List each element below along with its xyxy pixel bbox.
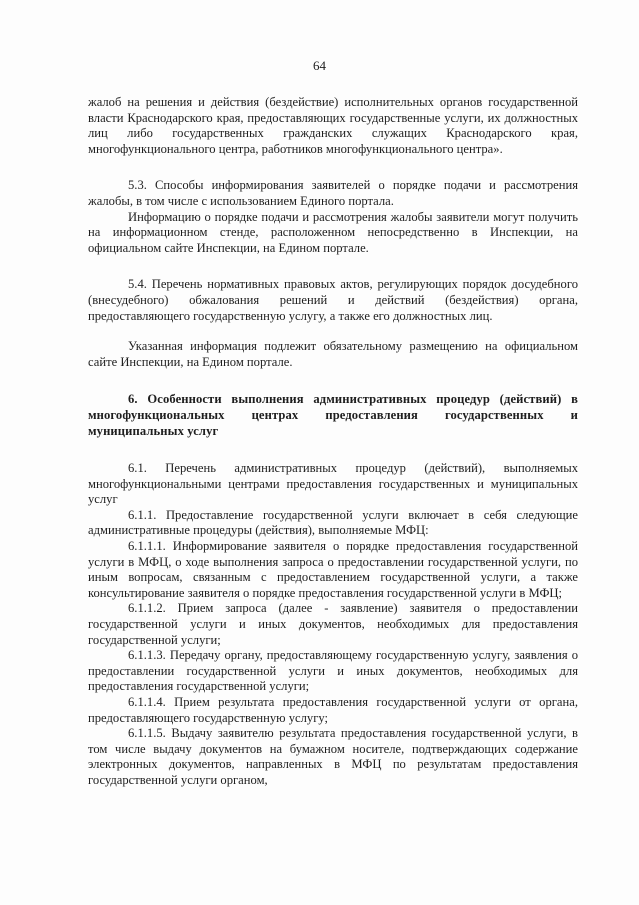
- paragraph-6-1-1-2: 6.1.1.2. Прием запроса (далее - заявление) заявителя о предоставлении государственной услуги и иных документов, необходимых для предоставления государственной услуги;: [88, 601, 578, 647]
- paragraph-6-1-1-3: 6.1.1.3. Передачу органу, предоставляющему государственную услугу, заявления о предоставлении государственной услуги и иных документов, необходимых для предоставления государственной услуги;: [88, 648, 578, 694]
- paragraph-6-1-1-1: 6.1.1.1. Информирование заявителя о порядке предоставления государственной услуги в МФЦ, о ходе выполнения запроса о предоставлении государственной услуги, по иным вопросам, связанным с предоставлением государственной услуги, а также консультирование заявителя о порядке предоставления государственной услуги в МФЦ;: [88, 539, 578, 600]
- paragraph-5-3: 5.3. Способы информирования заявителей о порядке подачи и рассмотрения жалобы, в том числе с использованием Единого портала.: [88, 178, 578, 208]
- page-number: 64: [313, 58, 326, 73]
- document-body: [88, 95, 578, 789]
- section-6-heading: 6. Особенности выполнения административных процедур (действий) в многофункциональных центрах предоставления государственных и муниципальных услуг: [88, 392, 578, 438]
- paragraph-5-4: 5.4. Перечень нормативных правовых актов, регулирующих порядок досудебного (внесудебного) обжалования решений и действий (бездействия) органа, предоставляющего государственную услугу, а также его должностных лиц.: [88, 277, 578, 323]
- paragraph-5-4-info: Указанная информация подлежит обязательному размещению на официальном сайте Инспекции, на Едином портале.: [88, 339, 578, 369]
- paragraph-6-1: 6.1. Перечень административных процедур (действий), выполняемых многофункциональными центрами предоставления государственных и муниципальных услуг: [88, 461, 578, 507]
- paragraph-5-3-info: Информацию о порядке подачи и рассмотрения жалобы заявители могут получить на информационном стенде, расположенном непосредственно в Инспекции, на официальном сайте Инспекции, на Едином портале.: [88, 209, 578, 255]
- paragraph-complaint-continuation: жалоб на решения и действия (бездействие) исполнительных органов государственной власти Краснодарского края, предоставляющих государственные услуги, их должностных лиц либо государственных гражданских служащих Краснодарского края, многофункционального центра, работников многофункционального центра».: [88, 95, 578, 156]
- paragraph-6-1-1-4: 6.1.1.4. Прием результата предоставления государственной услуги от органа, предоставляющего государственную услугу;: [88, 695, 578, 725]
- paragraph-6-1-1: 6.1.1. Предоставление государственной услуги включает в себя следующие административные процедуры (действия), выполняемые МФЦ:: [88, 507, 578, 538]
- paragraph-6-1-1-5: 6.1.1.5. Выдачу заявителю результата предоставления государственной услуги, в том числе выдачу документов на бумажном носителе, подтверждающих содержание электронных документов, направленных в МФЦ по результатам предоставления государственной услуги органом,: [88, 726, 578, 787]
